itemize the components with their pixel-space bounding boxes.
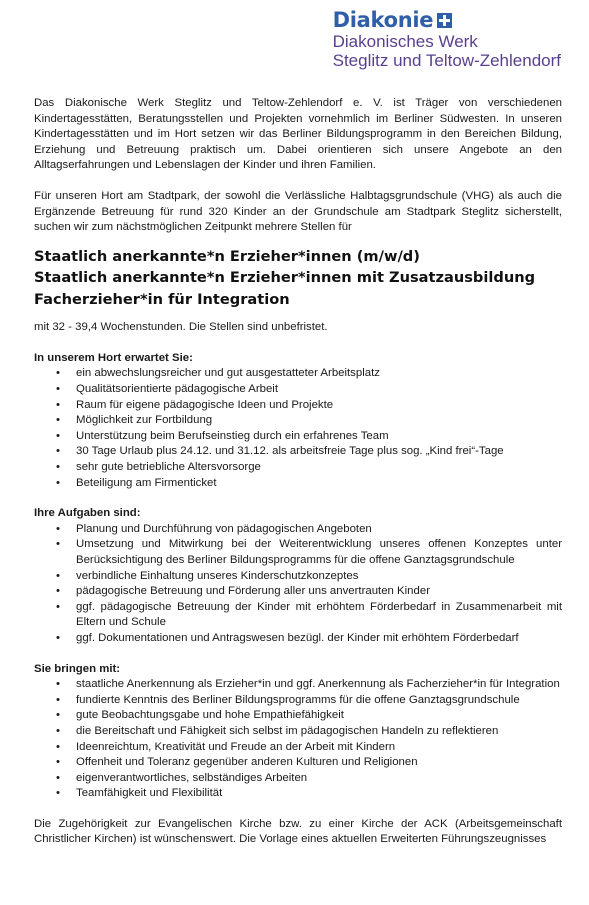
closing-paragraph: Die Zugehörigkeit zur Evangelischen Kirche bzw. zu einer Kirche der ACK (Arbeitsgemeinschaft Christlicher Kirchen) ist wünschenswert. Die Vorlage eines aktuellen Erweiterten Führungszeugnisses: [34, 817, 562, 846]
list-item: • fundierte Kenntnis des Berliner Bildungsprogramms für die offene Ganztagsgrundschule: [34, 693, 562, 709]
job-posting-body: [34, 96, 562, 848]
list-item: • ggf. Dokumentationen und Antragswesen bezügl. der Kinder mit erhöhtem Förderbedarf: [34, 631, 562, 647]
brand-name: Diakonie: [332, 8, 434, 32]
list-item: • ein abwechslungsreicher und gut ausgestatteter Arbeitsplatz: [34, 366, 562, 382]
position-title-2: Staatlich anerkannte*n Erzieher*innen mit Zusatzausbildung: [34, 269, 536, 287]
list-item: • ggf. pädagogische Betreuung der Kinder mit erhöhtem Förderbedarf in Zusammenarbeit mit Eltern und Schule: [34, 600, 562, 631]
list-item: • 30 Tage Urlaub plus 24.12. und 31.12. als arbeitsfreie Tage plus sog. „Kind frei“-Tage: [34, 444, 562, 460]
list-item: • Beteiligung am Firmenticket: [34, 476, 562, 492]
list-item: • verbindliche Einhaltung unseres Kinderschutzkonzeptes: [34, 569, 562, 585]
position-title-3: Facherzieher*in für Integration: [34, 290, 290, 308]
list-item: • Offenheit und Toleranz gegenüber anderen Kulturen und Religionen: [34, 755, 562, 771]
list-item: • Teamfähigkeit und Flexibilität: [34, 786, 562, 802]
search-paragraph: Für unseren Hort am Stadtpark, der sowohl die Verlässliche Halbtagsgrundschule (VHG) als auch die Ergänzende Betreuung für rund 320 Kinder an der Grundschule am Stadtpark Steglitz sicherstellt, suchen wir zum nächstmöglichen Zeitpunkt mehrere Stellen für: [34, 189, 562, 234]
list-item: • sehr gute betriebliche Altersvorsorge: [34, 460, 562, 476]
position-titles: [34, 246, 562, 311]
list-item: • eigenverantwortliches, selbständiges Arbeiten: [34, 771, 562, 787]
list-item: • Unterstützung beim Berufseinstieg durch ein erfahrenes Team: [34, 429, 562, 445]
position-title-1: Staatlich anerkannte*n Erzieher*innen (m/w/d): [34, 247, 420, 265]
org-name-line-1: Diakonisches Werk: [332, 32, 478, 51]
profile-list: [34, 677, 562, 802]
offer-heading: In unserem Hort erwartet Sie:: [34, 351, 193, 364]
list-item: • Möglichkeit zur Fortbildung: [34, 413, 562, 429]
tasks-heading: Ihre Aufgaben sind:: [34, 507, 141, 520]
list-item: • gute Beobachtungsgabe und hohe Empathiefähigkeit: [34, 708, 562, 724]
list-item: • Qualitätsorientierte pädagogische Arbeit: [34, 382, 562, 398]
hours-line: mit 32 - 39,4 Wochenstunden. Die Stellen sind unbefristet.: [34, 321, 328, 334]
list-item: • die Bereitschaft und Fähigkeit sich selbst im pädagogischen Handeln zu reflektieren: [34, 724, 562, 740]
offer-list: [34, 366, 562, 491]
brand-row: [333, 8, 561, 32]
list-item: • pädagogische Betreuung und Förderung aller uns anvertrauten Kinder: [34, 584, 562, 600]
list-item: • Ideenreichtum, Kreativität und Freude an der Arbeit mit Kindern: [34, 740, 562, 756]
diakonie-logo: [333, 8, 561, 70]
list-item: • staatliche Anerkennung als Erzieher*in und ggf. Anerkennung als Facherzieher*in für Integration: [34, 677, 562, 693]
list-item: • Planung und Durchführung von pädagogischen Angeboten: [34, 522, 562, 538]
list-item: • Raum für eigene pädagogische Ideen und Projekte: [34, 398, 562, 414]
tasks-list: [34, 522, 562, 647]
cross-icon: [437, 13, 452, 28]
list-item: • Umsetzung und Mitwirkung bei der Weiterentwicklung unseres offenen Konzeptes unter Berücksichtigung des Berliner Bildungsprogramms für die offene Ganztagsgrundschule: [34, 537, 562, 568]
org-name-line-2: Steglitz und Teltow-Zehlendorf: [332, 51, 561, 70]
intro-paragraph: Das Diakonische Werk Steglitz und Teltow-Zehlendorf e. V. ist Träger von verschiedenen Kindertagesstätten, Beratungsstellen und Projekten vornehmlich im Berliner Südwesten. In unseren Kindertagesstätten und im Hort setzen wir das Berliner Bildungsprogramm in den Bereichen Bildung, Erziehung und Betreuung praktisch um. Dabei orientieren sich unsere Angebote an den Alltagserfahrungen und Lebenslagen der Kinder und ihren Familien.: [34, 97, 562, 172]
profile-heading: Sie bringen mit:: [34, 662, 121, 675]
